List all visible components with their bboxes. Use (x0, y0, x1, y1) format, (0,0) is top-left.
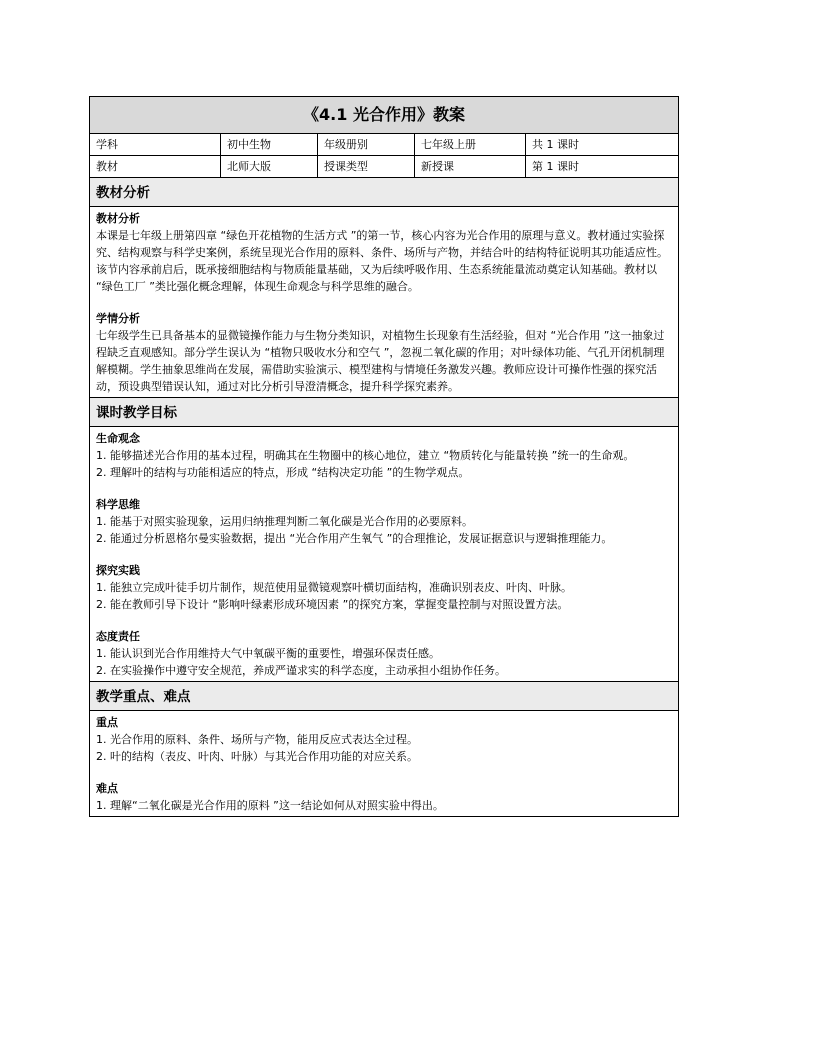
paragraph: 1. 能独立完成叶徒手切片制作，规范使用显微镜观察叶横切面结构，准确识别表皮、叶肉、叶脉。 (96, 581, 572, 594)
subheading: 态度责任 (96, 630, 140, 643)
paragraph: 2. 理解叶的结构与功能相适应的特点，形成 “结构决定功能 ”的生物学观点。 (96, 466, 470, 479)
paragraph: 2. 能通过分析恩格尔曼实验数据，提出 “光合作用产生氧气 ”的合理推论，发展证据意识与逻辑推理能力。 (96, 532, 613, 545)
spacer (96, 295, 672, 310)
paragraph: 1. 光合作用的原料、条件、场所与产物，能用反应式表达全过程。 (96, 733, 418, 746)
section-body (90, 207, 678, 398)
paragraph: 1. 理解“二氧化碳是光合作用的原料 ”这一结论如何从对照实验中得出。 (96, 799, 444, 812)
paragraph: 1. 能基于对照实验现象，运用归纳推理判断二氧化碳是光合作用的必要原料。 (96, 515, 473, 528)
meta-cell: 第 1 课时 (526, 156, 678, 178)
section-heading: 课时教学目标 (90, 398, 678, 427)
paragraph: 1. 能认识到光合作用维持大气中氧碳平衡的重要性，增强环保责任感。 (96, 647, 440, 660)
meta-info-grid (90, 134, 678, 178)
meta-cell: 年级册别 (318, 134, 415, 156)
subheading: 难点 (96, 782, 118, 795)
spacer (96, 765, 672, 780)
section-heading: 教学重点、难点 (90, 682, 678, 711)
content-sections (90, 178, 678, 816)
section-body (90, 711, 678, 816)
section-body (90, 427, 678, 682)
paragraph: 1. 能够描述光合作用的基本过程，明确其在生物圈中的核心地位，建立 “物质转化与能量转换 ”统一的生命观。 (96, 449, 635, 462)
spacer (96, 613, 672, 628)
meta-cell: 初中生物 (221, 134, 318, 156)
subheading: 科学思维 (96, 498, 140, 511)
meta-cell: 授课类型 (318, 156, 415, 178)
lesson-plan-table (89, 96, 679, 817)
section-heading: 教材分析 (90, 178, 678, 207)
subheading: 生命观念 (96, 432, 140, 445)
document-title: 《4.1 光合作用》教案 (90, 97, 678, 134)
meta-cell: 七年级上册 (415, 134, 526, 156)
meta-cell: 共 1 课时 (526, 134, 678, 156)
paragraph: 2. 叶的结构（表皮、叶肉、叶脉）与其光合作用功能的对应关系。 (96, 750, 418, 763)
paragraph: 本课是七年级上册第四章 “绿色开花植物的生活方式 ”的第一节，核心内容为光合作用的原理与意义。教材通过实验探究、结构观察与科学史案例，系统呈现光合作用的原料、条件、场所与产物，并结合叶的结构特征说明其功能适应性。该节内容承前启后，既承接细胞结构与物质能量基础，又为后续呼吸作用、生态系统能量流动奠定认知基础。教材以 “绿色工厂 ”类比强化概念理解，体现生命观念与科学思维的融合。 (96, 229, 668, 293)
subheading: 探究实践 (96, 564, 140, 577)
meta-cell: 北师大版 (221, 156, 318, 178)
subheading: 重点 (96, 716, 118, 729)
paragraph: 2. 在实验操作中遵守安全规范，养成严谨求实的科学态度，主动承担小组协作任务。 (96, 664, 506, 677)
meta-cell: 教材 (90, 156, 221, 178)
spacer (96, 481, 672, 496)
paragraph: 七年级学生已具备基本的显微镜操作能力与生物分类知识，对植物生长现象有生活经验，但对 “光合作用 ”这一抽象过程缺乏直观感知。部分学生误认为 “植物只吸收水分和空气 ”，忽视二氧化碳的作用；对叶绿体功能、气孔开闭机制理解模糊。学生抽象思维尚在发展，需借助实验演示、模型建构与情境任务激发兴趣。教师应设计可操作性强的探究活动，预设典型错误认知，通过对比分析引导澄清概念，提升科学探究素养。 (96, 329, 665, 393)
meta-cell: 学科 (90, 134, 221, 156)
paragraph: 2. 能在教师引导下设计 “影响叶绿素形成环境因素 ”的探究方案，掌握变量控制与对照设置方法。 (96, 598, 569, 611)
meta-cell: 新授课 (415, 156, 526, 178)
subheading: 学情分析 (96, 312, 140, 325)
spacer (96, 547, 672, 562)
subheading: 教材分析 (96, 212, 140, 225)
